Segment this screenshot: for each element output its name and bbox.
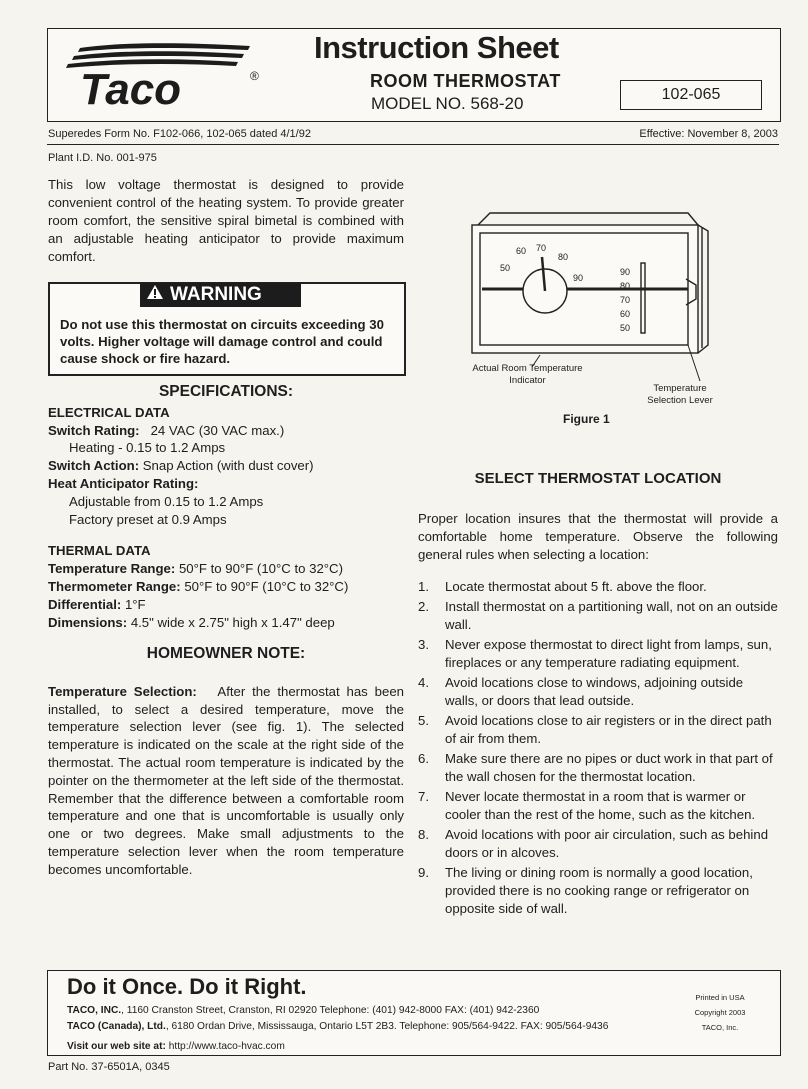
supersedes-note: Superedes Form No. F102-066, 102-065 dated 4/1/92 [48,128,311,140]
homeowner-note [48,645,404,879]
warning-banner [140,283,301,307]
scale-label-80: 80 [620,281,631,291]
scale-label-50: 50 [620,323,631,333]
list-item: 4. Avoid locations close to windows, adjoining outside walls, or doors that lead outside. [418,675,744,708]
callout-selection-lever: Temperature Selection Lever [647,383,713,406]
list-item: 8. Avoid locations with poor air circulation, such as behind doors or in alcoves. [418,827,769,860]
specifications [48,383,404,631]
warning-triangle-icon [146,283,170,307]
anticipator-line-1: Adjustable from 0.15 to 1.2 Amps [69,493,264,509]
effective-date: Effective: November 8, 2003 [639,128,778,140]
homeowner-paragraph: Temperature Selection: After the thermostat has been installed, to select a desired temperature, move the temperature selection lever (see fig. 1). The selected temperature is indicated on the scale at the right side of the thermostat. The actual room temperature is indicated by the pointer on the thermometer at the left side of the thermostat. Remember that the difference between a comfortable room temperature and one that is uncomfortable is usually only one or two degrees. Make small adjustments to the temperature selection lever when the room temperature becomes uncomfortable. [48,683,404,877]
list-item: 2. Install thermostat on a partitioning wall, not on an outside wall. [418,599,778,632]
specifications-heading: SPECIFICATIONS: [158,383,294,400]
switch-rating-heating: Heating - 0.15 to 1.2 Amps [69,440,226,456]
anticipator-label: Heat Anticipator Rating: [48,475,199,491]
slogan: Do it Once. Do it Right. [67,974,307,999]
differential: Differential: 1°F [48,596,146,612]
dial-label-60: 60 [516,246,527,256]
website-link[interactable]: http://www.taco-hvac.com [168,1041,285,1052]
dial-label-50: 50 [500,263,511,273]
page-title: Instruction Sheet [314,30,559,65]
list-item: 1. Locate thermostat about 5 ft. above the floor. [418,579,707,594]
list-item: 6. Make sure there are no pipes or duct work in that part of the wall chosen for the thermostat location. [418,751,773,784]
footer-line-canada: TACO (Canada), Ltd., 6180 Ordan Drive, Mississauga, Ontario L5T 2B3. Telephone: 905/564-9422. FAX: 905/564-9436 [67,1021,609,1032]
model-number: MODEL NO. 568-20 [371,94,524,113]
switch-rating: Switch Rating: 24 VAC (30 VAC max.) [48,422,285,438]
dial-label-70: 70 [536,243,547,253]
footer-rights: Printed in USA Copyright 2003 TACO, Inc. [694,993,746,1032]
list-item: 3. Never expose thermostat to direct light from lamps, sun, fireplaces or any temperature radiating equipment. [418,637,772,670]
footer-line-us: TACO, INC., 1160 Cranston Street, Cranston, RI 02920 Telephone: (401) 942-8000 FAX: (401) 942-2360 [67,1005,540,1016]
figure-caption: Figure 1 [563,412,610,426]
plant-id: Plant I.D. No. 001-975 [48,152,157,164]
intro-paragraph: This low voltage thermostat is designed to provide convenient control of the heating system. To provide greater room comfort, the sensitive spiral bimetal is combined with an adjustable heating anticipator to provide maximum comfort. [48,177,404,264]
header-rule [47,144,779,145]
homeowner-heading: HOMEOWNER NOTE: [146,645,306,662]
intro-text [48,176,404,266]
list-item: 5. Avoid locations close to air registers or in the direct path of air from them. [418,713,772,746]
footer-web: Visit our web site at: http://www.taco-hvac.com [67,1041,285,1052]
scale-label-90: 90 [620,267,631,277]
switch-action: Switch Action: Snap Action (with dust cover) [48,458,314,474]
location-rules-list [418,578,778,918]
footer-contacts [67,1003,687,1055]
form-number: 102-065 [620,80,762,110]
warning-text: Do not use this thermostat on circuits exceeding 30 volts. Higher voltage will damage control and could cause shock or fire hazard. [60,317,384,366]
dial-label-90: 90 [573,273,584,283]
list-item: 7. Never locate thermostat in a room that is warmer or cooler than the rest of the home, such as the kitchen. [418,789,756,822]
location-heading: SELECT THERMOSTAT LOCATION [474,470,722,487]
temperature-range: Temperature Range: 50°F to 90°F (10°C to 32°C) [48,561,343,577]
list-item: 9. The living or dining room is normally a good location, provided there is no cooking range or refrigerator on opposite side of wall. [418,865,753,916]
logo-text: Taco [80,65,182,110]
thermometer-range: Thermometer Range: 50°F to 90°F (10°C to 32°C) [48,578,349,594]
thermal-heading: THERMAL DATA [48,543,151,559]
part-number: Part No. 37-6501A, 0345 [48,1061,170,1073]
dimensions: Dimensions: 4.5" wide x 2.75" high x 1.47" deep [48,614,335,630]
product-subtitle: ROOM THERMOSTAT [370,71,561,91]
dial-label-80: 80 [558,252,569,262]
scale-label-70: 70 [620,295,631,305]
scale-label-60: 60 [620,309,631,319]
anticipator-line-2: Factory preset at 0.9 Amps [69,511,227,527]
svg-text:®: ® [250,69,259,83]
electrical-heading: ELECTRICAL DATA [48,404,170,420]
taco-logo [60,40,275,110]
location-intro: Proper location insures that the thermostat will provide a comfortable home temperature. Observe the following general rules when selecting a location: [418,511,778,562]
location-section [418,510,778,920]
callout-room-temperature: Actual Room Temperature Indicator [472,363,583,386]
warning-label: WARNING [170,284,262,305]
